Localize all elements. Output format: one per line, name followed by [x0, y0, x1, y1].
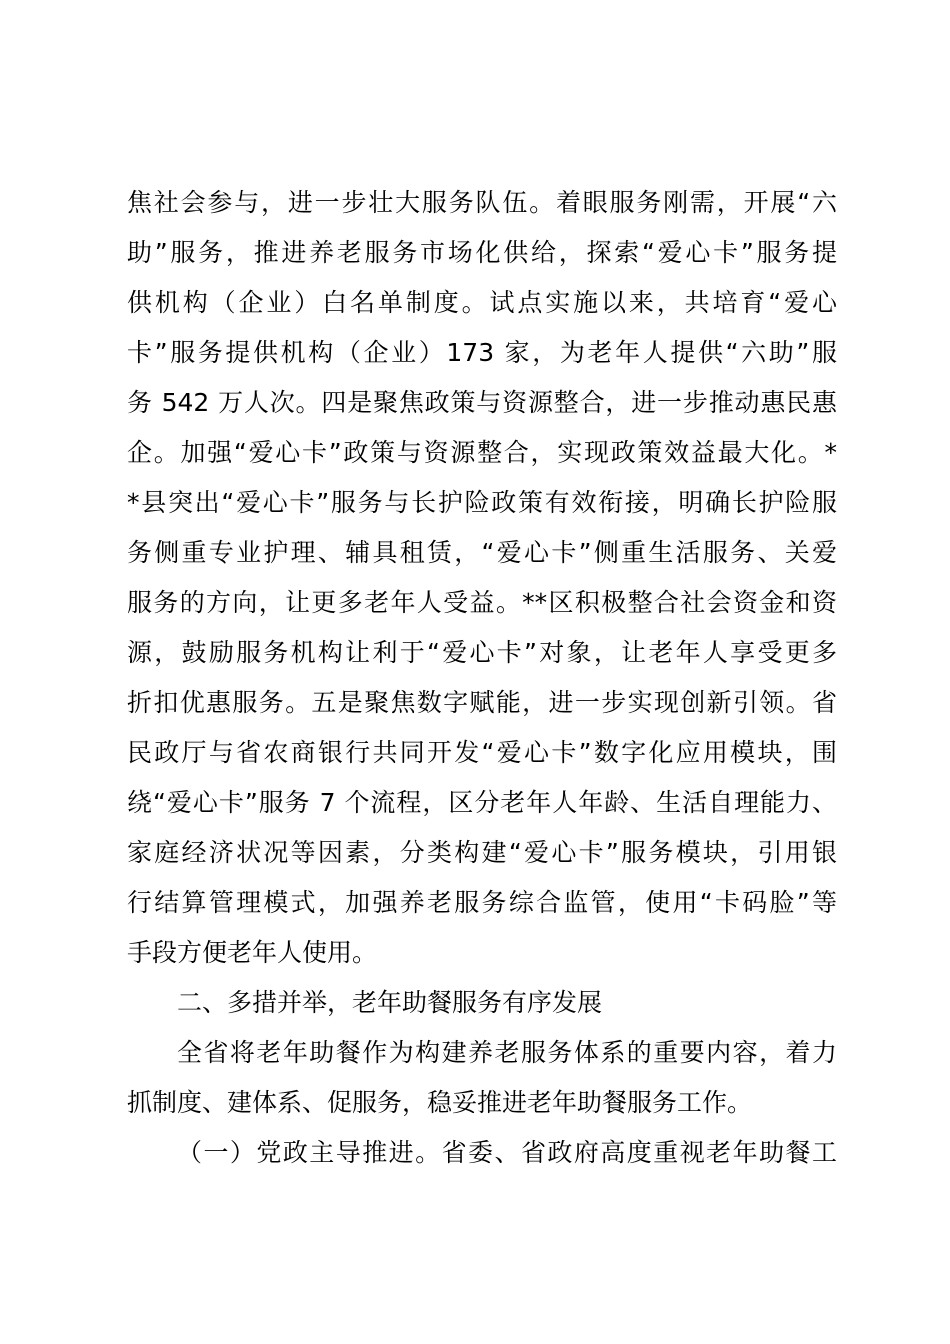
- text-line: 焦社会参与，进一步壮大服务队伍。着眼服务刚需，开展“六: [127, 188, 837, 217]
- text-line: *县突出“爱心卡”服务与长护险政策有效衔接，明确长护险服: [127, 488, 837, 517]
- text-line: 助”服务，推进养老服务市场化供给，探索“爱心卡”服务提: [127, 238, 837, 267]
- text-line: 民政厅与省农商银行共同开发“爱心卡”数字化应用模块，围: [127, 738, 837, 767]
- text-line: 折扣优惠服务。五是聚焦数字赋能，进一步实现创新引领。省: [127, 688, 837, 717]
- text-line: 行结算管理模式，加强养老服务综合监管，使用“卡码脸”等: [127, 888, 837, 917]
- text-line: 源，鼓励服务机构让利于“爱心卡”对象，让老年人享受更多: [127, 638, 837, 667]
- text-line: 全省将老年助餐作为构建养老服务体系的重要内容，着力: [177, 1038, 837, 1067]
- text-line: 务 542 万人次。四是聚焦政策与资源整合，进一步推动惠民惠: [127, 388, 837, 417]
- text-line: 抓制度、建体系、促服务，稳妥推进老年助餐服务工作。: [127, 1088, 753, 1117]
- text-line: 供机构（企业）白名单制度。试点实施以来，共培育“爱心: [127, 288, 837, 317]
- text-line: 务侧重专业护理、辅具租赁，“爱心卡”侧重生活服务、关爱: [127, 538, 837, 567]
- text-line: 家庭经济状况等因素，分类构建“爱心卡”服务模块，引用银: [127, 838, 837, 867]
- section-heading: 二、多措并举，老年助餐服务有序发展: [177, 988, 603, 1017]
- subsection-line: （一）党政主导推进。省委、省政府高度重视老年助餐工: [177, 1138, 837, 1167]
- text-line: 绕“爱心卡”服务 7 个流程，区分老年人年龄、生活自理能力、: [127, 788, 837, 817]
- text-line: 手段方便老年人使用。: [127, 938, 378, 967]
- body-text: [127, 178, 837, 1178]
- text-line: 卡”服务提供机构（企业）173 家，为老年人提供“六助”服: [127, 338, 837, 367]
- text-line: 企。加强“爱心卡”政策与资源整合，实现政策效益最大化。*: [127, 438, 837, 467]
- text-line: 服务的方向，让更多老年人受益。**区积极整合社会资金和资: [127, 588, 837, 617]
